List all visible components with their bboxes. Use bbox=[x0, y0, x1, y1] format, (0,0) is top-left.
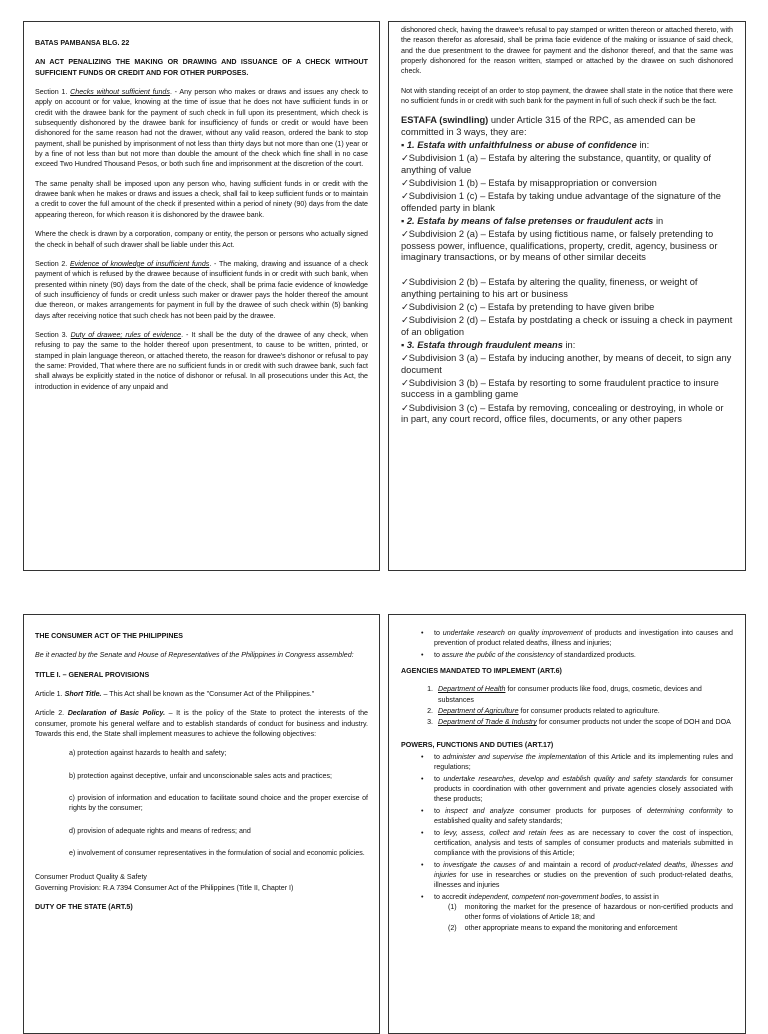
duty-heading: DUTY OF THE STATE (ART.5) bbox=[35, 903, 133, 912]
product-quality-heading: Consumer Product Quality & Safety bbox=[35, 873, 147, 882]
powers-heading: POWERS, FUNCTIONS AND DUTIES (ART.17) bbox=[401, 740, 554, 749]
agencies-list bbox=[401, 684, 733, 727]
list-item: 3. Department of Trade & Industry for consumer products not under the scope of DOH and DOA bbox=[435, 717, 733, 727]
checkmark-icon: ✓ bbox=[401, 229, 409, 240]
section-title: Checks without sufficient funds bbox=[70, 88, 170, 97]
section-label: Section 1. bbox=[35, 88, 68, 97]
article-1: Article 1. Short Title. – This Act shall be known as the "Consumer Act of the Philippines." bbox=[35, 690, 315, 699]
checkmark-icon: ✓ bbox=[401, 178, 409, 189]
title-heading: TITLE I. – GENERAL PROVISIONS bbox=[35, 670, 150, 679]
estafa-subdivision-1c: ✓Subdivision 1 (c) – Estafa by taking undue advantage of the signature of the offended party in blank bbox=[401, 191, 721, 213]
estafa-intro: ESTAFA (swindling) under Article 315 of the RPC, as amended can be committed in 3 ways, they are: bbox=[401, 115, 696, 137]
duty-list bbox=[401, 628, 733, 660]
objective-e: e) involvement of consumer representatives in the formulation of social and economic policies. bbox=[69, 849, 365, 858]
section-2 bbox=[35, 259, 368, 321]
estafa-subdivision-3b: ✓Subdivision 3 (b) – Estafa by resorting to some fraudulent practice to insure success in a gambling game bbox=[401, 377, 719, 400]
act-title: AN ACT PENALIZING THE MAKING OR DRAWING AND ISSUANCE OF A CHECK WITHOUT SUFFICIENT FUNDS OR CREDIT AND FOR OTHER PURPOSES. bbox=[35, 58, 368, 77]
estafa-subdivision-1a: ✓Subdivision 1 (a) – Estafa by altering the substance, quantity, or quality of anything of value bbox=[401, 153, 711, 175]
objective-c: c) provision of information and education to facilitate sound choice and the proper exercise of rights by the consumer; bbox=[69, 794, 368, 813]
section-title: Duty of drawee; rules of evidence bbox=[70, 330, 182, 339]
estafa-subdivision-2a: ✓Subdivision 2 (a) – Estafa by using fictitious name, or falsely pretending to possess power, influence, qualifications, property, credit, agency, business or imaginary transactions, or by means of other similar deceits bbox=[401, 229, 718, 263]
paragraph: dishonored check, having the drawee's refusal to pay stamped or written thereon or attached thereto, with the reason therefor as aforesaid, shall be prima facie evidence of the making or issuance of said check, and the due presentment to the drawee for payment and the dishonor thereof, and that the same was properly dishonored for the reason written, stamped or attached by the drawee on such dishonored check. bbox=[401, 26, 733, 76]
powers-list bbox=[401, 752, 733, 933]
list-item: • to assure the public of the consistency of standardized products. bbox=[434, 650, 733, 660]
section-text: . - Any person who makes or draws and issues any check to apply on account or for value, knowing at the time of issue that he does not have sufficient funds in or credit with the drawee bank for the payment of such check in full upon its presentment, which check is subsequently dishonored by the drawee bank for insufficiency of funds or credit or would have been dishonored for the same reason had not the drawer, without any valid reason, ordered the bank to stop payment, shall be punished by imprisonment of not less than thirty days but not more than one (1) year or by a fine of not less than but not more than double the amount of the check which fine shall in no case exceed Two Hundred Thousand Pesos, or both such fine and imprisonment at the discretion of the court. bbox=[35, 88, 368, 169]
estafa-way-2: ▪ 2. Estafa by means of false pretenses or fraudulent acts in bbox=[401, 216, 664, 227]
list-item: • to accredit independent, competent non-government bodies, to assist in (1) monitoring the market for the presence of hazardous or non-certified products and other forms of violations of Article 18; and (2) other appropriate means to expand the monitoring and enforcement bbox=[434, 892, 733, 933]
estafa-subdivision-2c: ✓Subdivision 2 (c) – Estafa by pretending to have given bribe bbox=[401, 302, 655, 312]
estafa-way-3: ▪ 3. Estafa through fraudulent means in: bbox=[401, 339, 576, 350]
document-title: BATAS PAMBANSA BLG. 22 bbox=[35, 39, 130, 47]
section-text: . - It shall be the duty of the drawee of any check, when refusing to pay the same to the holder thereof upon presentment, to cause to be written, printed, or stamped in plain language thereon, or attached thereto, the reason for drawee's dishonor or refusal to pay the same: Provided, That where there are no sufficient funds in or credit with such drawee bank, such fact shall always be explicitly stated in the notice of dishonor or refusal. In all prosecutions under this Act, the introduction in evidence of any unpaid and bbox=[35, 330, 368, 391]
estafa-subdivision-1b: ✓Subdivision 1 (b) – Estafa by misappropriation or conversion bbox=[401, 178, 657, 189]
list-item: • to levy, assess, collect and retain fees as are necessary to cover the cost of inspection, certification, analysis and tests of samples of consumer products and materials submitted in compliance with the provisions of this Article; bbox=[434, 828, 733, 859]
page-bp22-continued-estafa bbox=[388, 21, 746, 571]
checkmark-icon: ✓ bbox=[401, 315, 409, 326]
section-label: Section 3. bbox=[35, 330, 68, 339]
objective-b: b) protection against deceptive, unfair and unconscionable sales acts and practices; bbox=[69, 771, 333, 780]
page-consumer-act-continued bbox=[388, 614, 746, 1034]
objective-d: d) provision of adequate rights and means of redress; and bbox=[69, 826, 251, 835]
checkmark-icon: ✓ bbox=[401, 277, 409, 288]
list-item: • to undertake researches, develop and establish quality and safety standards for consumer products in coordination with other government and private agencies closely associated with these products; bbox=[434, 774, 733, 805]
agencies-heading: AGENCIES MANDATED TO IMPLEMENT (ART.6) bbox=[401, 667, 562, 676]
page-batas-pambansa-22 bbox=[23, 21, 380, 571]
estafa-heading: ESTAFA (swindling) bbox=[401, 115, 489, 126]
list-item: • to inspect and analyze consumer products for purposes of determining conformity to established quality and safety standards; bbox=[434, 806, 733, 827]
estafa-way-1: ▪ 1. Estafa with unfaithfulness or abuse of confidence in: bbox=[401, 140, 650, 151]
accredit-sublist bbox=[434, 902, 733, 933]
section-1 bbox=[35, 87, 368, 170]
list-item: • to administer and supervise the implementation of this Article and its implementing rules and regulations; bbox=[434, 752, 733, 773]
list-item: • to investigate the causes of and maintain a record of product-related deaths, illnesses and injuries for use in researches or studies on the prevention of such product-related deaths, illnesses and injuries bbox=[434, 860, 733, 891]
checkmark-icon: ✓ bbox=[401, 191, 409, 202]
checkmark-icon: ✓ bbox=[401, 402, 409, 413]
sublist-item: (1) monitoring the market for the presence of hazardous or non-certified products and other forms of violations of Article 18; and bbox=[448, 902, 733, 922]
objective-a: a) protection against hazards to health and safety; bbox=[69, 749, 227, 758]
paragraph: The same penalty shall be imposed upon any person who, having sufficient funds in or credit with the drawee bank when he makes or draws and issues a check, shall fail to keep sufficient funds or to maintain a credit to cover the full amount of the check if presented within a period of ninety (90) days from the date appearing thereon, for which reason it is dishonored by the drawee bank. bbox=[35, 179, 368, 219]
article-2: Article 2. Declaration of Basic Policy. – It is the policy of the State to protect the interests of the consumer, promote his general welfare and to establish standards of conduct for business and industry. Towards this end, the State shall implement measures to achieve the following objectives: bbox=[35, 709, 368, 739]
page-consumer-act bbox=[23, 614, 380, 1034]
list-item: • to undertake research on quality improvement of products and investigation into causes and prevention of product related deaths, illness and injuries; bbox=[434, 628, 733, 649]
section-label: Section 2. bbox=[35, 259, 68, 268]
checkmark-icon: ✓ bbox=[401, 153, 409, 164]
checkmark-icon: ✓ bbox=[401, 353, 409, 364]
paragraph: Where the check is drawn by a corporation, company or entity, the person or persons who actually signed the check in behalf of such drawer shall be liable under this Act. bbox=[35, 230, 368, 249]
enacting-clause: Be it enacted by the Senate and House of Representatives of the Philippines in Congress assembled: bbox=[35, 651, 354, 660]
section-text: . - The making, drawing and issuance of a check payment of which is refused by the drawee because of insufficient funds in or credit with such bank, when presented within ninety (90) days from the date of the check, shall be prima facie evidence of knowledge of such insufficiency of funds or credit unless such maker or drawer pays the holder thereof the amount due thereon, or makes arrangements for payment in full by the drawee of such check within (5) banking days after receiving notice that such check has not been paid by the drawee. bbox=[35, 259, 368, 320]
list-item: 2. Department of Agriculture for consumer products related to agriculture. bbox=[435, 706, 733, 716]
governing-provision: Governing Provision: R.A 7394 Consumer Act of the Philippines (Title II, Chapter I) bbox=[35, 883, 294, 892]
document-title: THE CONSUMER ACT OF THE PHILIPPINES bbox=[35, 632, 183, 640]
checkmark-icon: ✓ bbox=[401, 302, 409, 312]
paragraph: Not with standing receipt of an order to stop payment, the drawee shall state in the notice that there were no sufficient funds in or credit with such bank for the payment in full of such check if such be the fact. bbox=[401, 86, 733, 106]
section-3 bbox=[35, 330, 368, 392]
estafa-subdivision-2b: ✓Subdivision 2 (b) – Estafa by altering the quality, fineness, or weight of anything pertaining to his art or business bbox=[401, 277, 698, 299]
estafa-subdivision-3c: ✓Subdivision 3 (c) – Estafa by removing, concealing or destroying, in whole or in part, any court record, office files, documents, or any other papers bbox=[401, 402, 724, 424]
estafa-section bbox=[401, 115, 733, 425]
sublist-item: (2) other appropriate means to expand the monitoring and enforcement bbox=[448, 923, 678, 932]
estafa-subdivision-3a: ✓Subdivision 3 (a) – Estafa by inducing another, by means of deceit, to sign any document bbox=[401, 353, 732, 375]
section-title: Evidence of knowledge of insufficient funds bbox=[70, 259, 210, 268]
estafa-subdivision-2d: ✓Subdivision 2 (d) – Estafa by postdating a check or issuing a check in payment of an obligation bbox=[401, 315, 733, 337]
list-item: 1. Department of Health for consumer products like food, drugs, cosmetic, devices and substances bbox=[435, 684, 733, 705]
checkmark-icon: ✓ bbox=[401, 377, 409, 388]
